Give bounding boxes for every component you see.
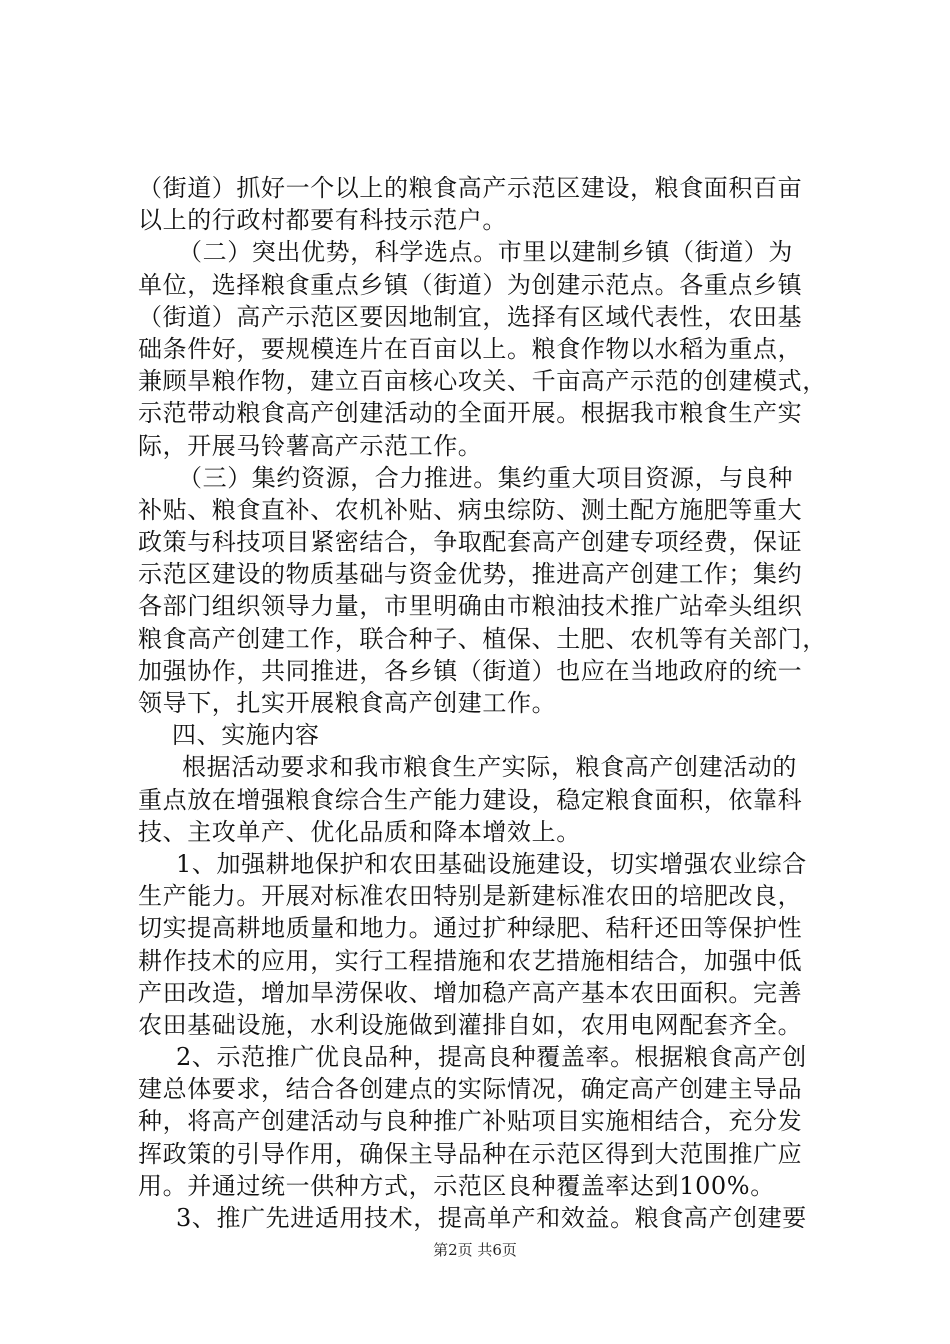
text-line: 根据活动要求和我市粮食生产实际，粮食高产创建活动的 bbox=[182, 753, 797, 782]
text-line: 3、推广先进适用技术，提高单产和效益。粮食高产创建要 bbox=[176, 1204, 807, 1232]
text-line: 切实提高耕地质量和地力。通过扩种绿肥、秸秆还田等保护性 bbox=[138, 914, 803, 943]
text-line: 以上的行政村都要有科技示范户。 bbox=[138, 206, 507, 235]
text-line: 兼顾旱粮作物，建立百亩核心攻关、千亩高产示范的创建模式， bbox=[138, 367, 827, 396]
text-line: 1、加强耕地保护和农田基础设施建设，切实增强农业综合 bbox=[176, 849, 807, 878]
text-line: 耕作技术的应用，实行工程措施和农艺措施相结合，加强中低 bbox=[138, 946, 803, 975]
text-line: 粮食高产创建工作，联合种子、植保、土肥、农机等有关部门， bbox=[138, 624, 827, 653]
text-line: 建总体要求，结合各创建点的实际情况，确定高产创建主导品 bbox=[138, 1075, 803, 1104]
document-body bbox=[138, 172, 838, 1234]
text-line: 示范区建设的物质基础与资金优势，推进高产创建工作；集约 bbox=[138, 560, 803, 589]
text-line: 补贴、粮食直补、农机补贴、病虫综防、测土配方施肥等重大 bbox=[138, 495, 803, 524]
text-line: 重点放在增强粮食综合生产能力建设，稳定粮食面积，依靠科 bbox=[138, 785, 803, 814]
text-line: 各部门组织领导力量，市里明确由市粮油技术推广站牵头组织 bbox=[138, 592, 803, 621]
text-line: （街道）高产示范区要因地制宜，选择有区域代表性，农田基 bbox=[138, 302, 803, 331]
text-line: 示范带动粮食高产创建活动的全面开展。根据我市粮食生产实 bbox=[138, 399, 803, 428]
text-line: 2、示范推广优良品种，提高良种覆盖率。根据粮食高产创 bbox=[176, 1043, 807, 1072]
text-line: 加强协作，共同推进，各乡镇（街道）也应在当地政府的统一 bbox=[138, 656, 803, 685]
text-line: 际，开展马铃薯高产示范工作。 bbox=[138, 431, 483, 460]
text-line: （三）集约资源，合力推进。集约重大项目资源，与良种 bbox=[178, 463, 793, 492]
text-line: 农田基础设施，水利设施做到灌排自如，农用电网配套齐全。 bbox=[138, 1010, 803, 1039]
text-line: 种，将高产创建活动与良种推广补贴项目实施相结合，充分发 bbox=[138, 1107, 803, 1136]
page-number-footer: 第2页 共6页 bbox=[433, 1241, 517, 1259]
text-line: 产田改造，增加旱涝保收、增加稳产高产基本农田面积。完善 bbox=[138, 978, 803, 1007]
section-heading: 四、实施内容 bbox=[172, 721, 320, 750]
text-line: 生产能力。开展对标准农田特别是新建标准农田的培肥改良， bbox=[138, 882, 803, 911]
text-line: 单位，选择粮食重点乡镇（街道）为创建示范点。各重点乡镇 bbox=[138, 270, 803, 299]
text-line: 础条件好，要规模连片在百亩以上。粮食作物以水稻为重点， bbox=[138, 334, 803, 363]
text-line: 技、主攻单产、优化品质和降本增效上。 bbox=[138, 817, 581, 846]
text-line: 用。并通过统一供种方式，示范区良种覆盖率达到100%。 bbox=[138, 1171, 775, 1200]
text-line: （街道）抓好一个以上的粮食高产示范区建设，粮食面积百亩 bbox=[138, 174, 803, 202]
text-line: （二）突出优势，科学选点。市里以建制乡镇（街道）为 bbox=[178, 238, 793, 267]
text-line: 挥政策的引导作用，确保主导品种在示范区得到大范围推广应 bbox=[138, 1139, 803, 1168]
text-line: 领导下，扎实开展粮食高产创建工作。 bbox=[138, 689, 557, 717]
text-line: 政策与科技项目紧密结合，争取配套高产创建专项经费，保证 bbox=[138, 528, 803, 557]
